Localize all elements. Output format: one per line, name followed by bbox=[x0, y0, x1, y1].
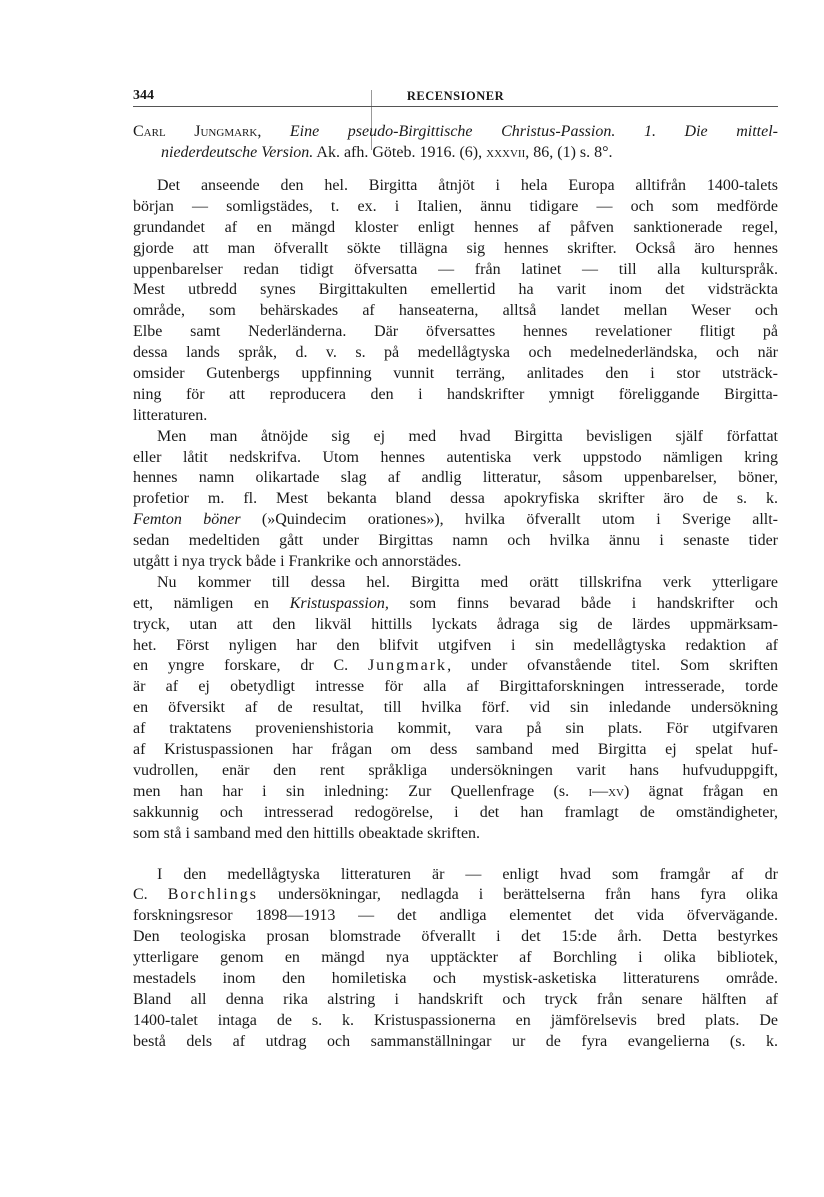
spaced-name: Borchlings bbox=[167, 886, 258, 904]
text-line bbox=[133, 448, 778, 469]
text-segment: profetior m. fl. Mest bekanta bland dessa apokryfiska skrifter äro de s. k. bbox=[133, 490, 778, 508]
text-segment: , under ofvanstående titel. Som skriften bbox=[447, 657, 778, 675]
text-line bbox=[133, 865, 778, 886]
text-segment: vudrollen, enär den rent språkliga undersökningen varit hans hufvuduppgift, bbox=[133, 761, 778, 779]
text-segment: bestå dels af utdrag och sammanställningar ur de fyra evangelierna (s. k. bbox=[133, 1032, 778, 1050]
text-line bbox=[133, 990, 778, 1011]
text-line bbox=[133, 510, 778, 531]
text-line bbox=[133, 301, 778, 322]
text-line bbox=[133, 489, 778, 510]
text-line bbox=[133, 552, 778, 573]
text-line bbox=[133, 803, 778, 824]
text-line bbox=[133, 176, 778, 197]
text-line bbox=[133, 427, 778, 448]
text-line bbox=[133, 531, 778, 552]
text-segment: som stå i samband med den hittills obeaktade skriften. bbox=[133, 824, 481, 842]
italic-text: Kristuspassion, bbox=[289, 594, 389, 612]
italic-text: niederdeutsche Version. bbox=[161, 143, 314, 161]
text-segment: ) ägnat frågan en bbox=[624, 782, 778, 800]
text-line bbox=[133, 122, 778, 143]
text-segment: men han har i sin inledning: Zur Quellenfrage (s. bbox=[133, 782, 589, 800]
text-segment: af traktatens provenienshistoria kommit, vara på sin plats. För utgifvaren bbox=[133, 720, 778, 738]
spaced-name: Jungmark bbox=[367, 657, 448, 675]
text-segment: Den teologiska prosan blomstrade öfverallt i det 15:de årh. Detta bestyrkes bbox=[133, 928, 778, 946]
text-line bbox=[133, 656, 778, 677]
text-segment: forskningsresor 1898—1913 — det andliga elementet det vida öfvervägande. bbox=[133, 907, 778, 925]
text-segment: litteraturen. bbox=[133, 406, 208, 424]
small-caps-text: i—xv bbox=[588, 782, 624, 800]
text-line bbox=[133, 906, 778, 927]
text-line bbox=[133, 885, 778, 906]
text-segment: Nu kommer till dessa hel. Birgitta med orätt tillskrifna verk ytterligare bbox=[157, 573, 778, 591]
text-line bbox=[133, 385, 778, 406]
section-title: RECENSIONER bbox=[406, 89, 505, 103]
text-segment: utgått i nya tryck både i Frankrike och annorstädes. bbox=[133, 553, 462, 571]
text-segment: , 86, (1) s. 8°. bbox=[525, 143, 613, 161]
text-line bbox=[133, 468, 778, 489]
text-line bbox=[133, 260, 778, 281]
small-caps-text: xxxvii bbox=[486, 143, 526, 161]
text-segment: sakkunnig och intresserad redogörelse, i det han framlagt de omständigheter, bbox=[133, 803, 778, 821]
text-segment: ytterligare genom en mängd nya upptäckter af Borchling i olika bibliotek, bbox=[133, 949, 778, 967]
text-line bbox=[133, 615, 778, 636]
text-line bbox=[133, 218, 778, 239]
review-citation bbox=[133, 122, 778, 164]
text-segment: Ak. afh. Göteb. 1916. (6), bbox=[313, 143, 487, 161]
header-rule bbox=[133, 106, 778, 107]
text-line bbox=[133, 719, 778, 740]
text-segment: en öfversikt af de resultat, till hvilka förf. vid sin inledande undersökning bbox=[133, 699, 778, 717]
text-segment: omsider Gutenbergs uppfinning vunnit terräng, anlitades den i stor utsträck- bbox=[133, 365, 778, 383]
text-segment: Mest utbredd synes Birgittakulten emellertid ha varit inom det vidsträckta bbox=[133, 281, 778, 299]
text-segment: början — somligstädes, t. ex. i Italien, ännu tidigare — och som medförde bbox=[133, 197, 778, 215]
text-segment: het. Först nyligen har den blifvit utgifven i sin medellågtyska redaktion af bbox=[133, 636, 778, 654]
text-line bbox=[133, 636, 778, 657]
italic-text: Femton böner bbox=[133, 511, 241, 529]
text-segment: Bland all denna rika alstring i handskrift och tryck från senare hälften af bbox=[133, 990, 778, 1008]
text-line bbox=[133, 1011, 778, 1032]
text-segment: sedan medeltiden gått under Birgittas namn och hvilka ännu i senaste tider bbox=[133, 532, 778, 550]
text-segment: dessa lands språk, d. v. s. på medellågtyska och medelnederländska, och när bbox=[133, 344, 778, 362]
text-line bbox=[133, 698, 778, 719]
text-segment: af Kristuspassionen har frågan om dess samband med Birgitta ej spelat huf- bbox=[133, 741, 778, 759]
text-line bbox=[133, 782, 778, 803]
text-segment: en yngre forskare, dr C. bbox=[133, 657, 368, 675]
paragraph bbox=[133, 865, 778, 1053]
text-line bbox=[133, 948, 778, 969]
text-line bbox=[133, 197, 778, 218]
text-line bbox=[133, 406, 778, 427]
text-segment: ning för att reproducera den i handskrifter ymnigt föreliggande Birgitta- bbox=[133, 385, 778, 403]
text-line bbox=[133, 824, 778, 845]
italic-text: Eine pseudo-Birgittische Christus-Passion. 1. Die mittel- bbox=[289, 123, 778, 140]
text-line bbox=[133, 239, 778, 260]
text-segment: grundandet af en mängd kloster enligt hennes af påfven sanktionerade regel, bbox=[133, 218, 778, 236]
text-line bbox=[133, 322, 778, 343]
text-line bbox=[133, 280, 778, 301]
text-segment: ett, nämligen en bbox=[133, 594, 290, 612]
text-line bbox=[133, 594, 778, 615]
text-segment: hennes namn olikartade slag af andlig litteratur, såsom uppenbarelser, böner, bbox=[133, 469, 778, 487]
text-segment: som finns bevarad både i handskrifter och bbox=[388, 594, 778, 612]
text-line bbox=[133, 969, 778, 990]
text-line bbox=[133, 677, 778, 698]
text-segment: uppenbarelser redan tidigt öfversatta — från latinet — till alla kulturspråk. bbox=[133, 260, 778, 278]
text-line bbox=[133, 573, 778, 594]
text-segment: I den medellågtyska litteraturen är — enligt hvad som framgår af dr bbox=[157, 865, 778, 883]
text-line bbox=[133, 927, 778, 948]
text-line bbox=[133, 343, 778, 364]
text-line bbox=[133, 761, 778, 782]
page-number: 344 bbox=[133, 88, 154, 103]
paragraph bbox=[133, 573, 778, 845]
text-segment: gjorde att man öfverallt sökte tillägna sig hennes skrifter. Också äro hennes bbox=[133, 239, 778, 257]
text-line bbox=[133, 1032, 778, 1053]
text-line bbox=[133, 143, 778, 164]
text-segment: 1400-talet intaga de s. k. Kristuspassionerna en jämförelsevis bred plats. De bbox=[133, 1011, 778, 1029]
text-segment: Det anseende den hel. Birgitta åtnjöt i hela Europa alltifrån 1400-talets bbox=[157, 177, 778, 194]
text-segment: är af ej obetydligt intresse för alla af Birgittaforskningen intresserade, torde bbox=[133, 678, 778, 696]
text-line bbox=[133, 364, 778, 385]
text-segment: eller låtit nedskrifva. Utom hennes autentiska verk uppstodo nämligen kring bbox=[133, 448, 778, 466]
text-segment: mestadels inom den homiletiska och mystisk-asketiska litteraturens område. bbox=[133, 969, 778, 987]
text-segment: undersökningar, nedlagda i berättelserna från hans fyra olika bbox=[257, 886, 778, 904]
text-segment: Elbe samt Nederländerna. Där öfversattes hennes revelationer flitigt på bbox=[133, 323, 778, 341]
small-caps-text: Carl Jungmark, bbox=[133, 123, 290, 140]
text-segment: område, som behärskades af hanseaterna, alltså landet mellan Weser och bbox=[133, 302, 778, 320]
review-body bbox=[133, 176, 778, 1053]
text-segment: tryck, utan att den likväl hittills lyckats ådraga sig de lärdes uppmärksam- bbox=[133, 615, 778, 633]
text-segment: C. bbox=[133, 886, 168, 904]
text-line bbox=[133, 740, 778, 761]
text-segment: Men man åtnöjde sig ej med hvad Birgitta bevisligen själf författat bbox=[157, 427, 778, 445]
text-segment: (»Quindecim orationes»), hvilka öfverallt utom i Sverige allt- bbox=[240, 511, 778, 529]
paragraph bbox=[133, 427, 778, 573]
paragraph-gap bbox=[133, 845, 778, 865]
paragraph bbox=[133, 176, 778, 427]
running-head bbox=[133, 88, 778, 106]
